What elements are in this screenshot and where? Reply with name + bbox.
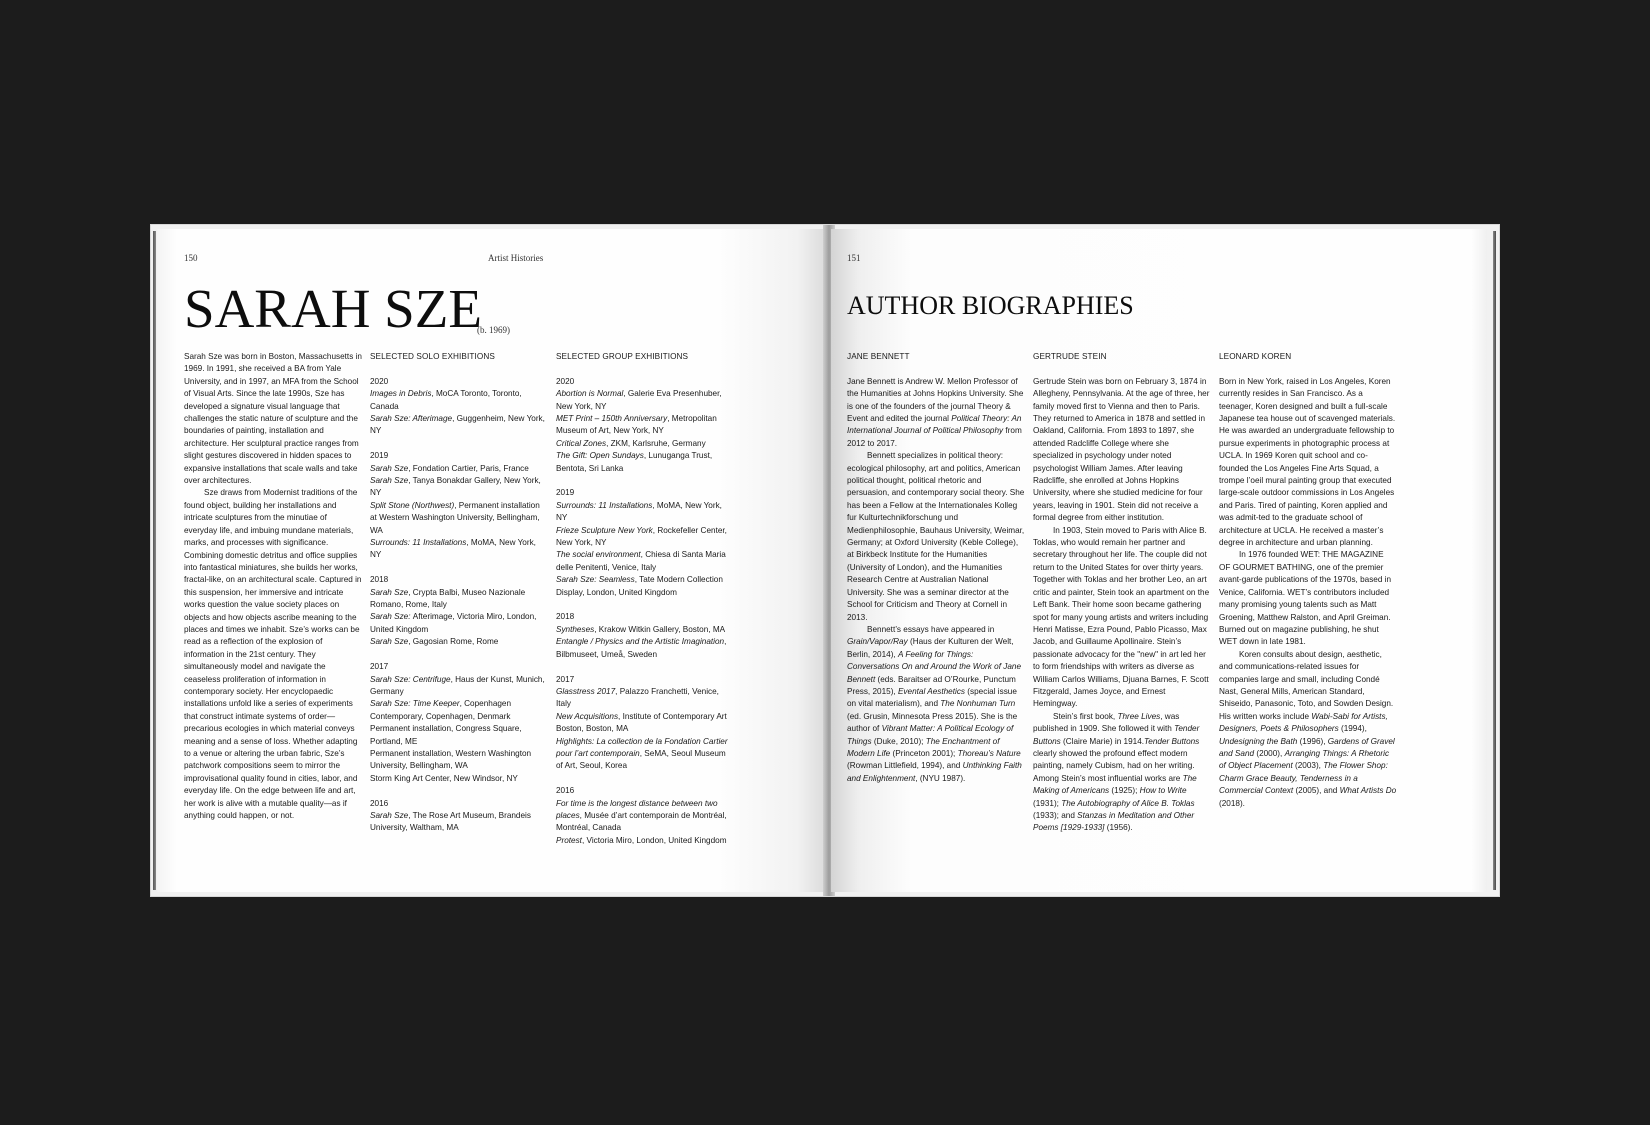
- exhibition-year: 2017: [370, 662, 389, 672]
- open-book: [151, 225, 1499, 896]
- artist-bio: [184, 351, 362, 822]
- exhibition-entry: MET Print – 150th Anniversary, Metropolitan Museum of Art, New York, NY: [556, 414, 717, 436]
- exhibition-year: 2020: [370, 376, 389, 386]
- exhibition-entry: Permanent installation, Congress Square, Portland, ME: [370, 724, 522, 746]
- exhibition-entry: Surrounds: 11 Installations, MoMA, New York, NY: [556, 500, 722, 523]
- exhibition-entry: Sarah Sze, Fondation Cartier, Paris, France: [370, 463, 529, 473]
- author-name: LEONARD KOREN: [1219, 352, 1292, 361]
- exhibition-entry: Sarah Sze: Afterimage, Victoria Miro, London, United Kingdom: [370, 612, 537, 634]
- artist-birth-year: (b. 1969): [477, 325, 510, 335]
- exhibition-entry: Permanent installation, Western Washington University, Bellingham, WA: [370, 748, 532, 771]
- exhibition-entry: Sarah Sze: Centrifuge, Haus der Kunst, Munich, Germany: [370, 674, 545, 696]
- exhibition-year-group: [370, 376, 548, 438]
- exhibition-entry: For time is the longest distance between two places, Musée d’art contemporain de Montréal, Montréal, Canada: [556, 798, 727, 833]
- author-bio: [1033, 376, 1211, 835]
- exhibition-entry: Sarah Sze: Afterimage, Guggenheim, New York, NY: [370, 414, 545, 436]
- group-exhibitions-column: [556, 351, 734, 860]
- bio-paragraph: Sze draws from Modernist traditions of the found object, building her installations and intricate sculptures from the minutiae of everyday life, and imbuing mundane materials, marks, and processes with significance. Combining domestic detritus and office supplies into fantastical miniatures, she builds her works, fractal-like, on an architectural scale. Captured in this suspension, her immersive and intricate works question the value society places on objects and how objects ascribe meaning to the places and times we inhabit. Sze’s works can be read as a reflection of the explosion of information in the 21st century. They simultaneously model and navigate the ceaseless proliferation of information in contemporary society. Her encyclopaedic installations unfold like a series of experiments that construct intimate systems of order—precarious ecologies in which material conveys meaning and a sense of loss. Whether adapting to a venue or altering the urban fabric, Sze’s patchwork compositions seem to mirror the improvisational quality found in cities, labor, and everyday life. On the edge between life and art, her work is alive with a mutable quality—as if anything could happen, or not.: [184, 488, 362, 821]
- solo-exhibitions-list: [370, 376, 548, 835]
- author-name: GERTRUDE STEIN: [1033, 352, 1107, 361]
- author-column-stein: [1033, 351, 1211, 835]
- exhibition-entry: Glasstress 2017, Palazzo Franchetti, Venice, Italy: [556, 686, 719, 709]
- exhibition-entry: Protest, Victoria Miro, London, United Kingdom: [556, 835, 727, 845]
- exhibition-entry: Frieze Sculpture New York, Rockefeller Center, New York, NY: [556, 525, 727, 548]
- exhibition-year: 2019: [370, 451, 389, 461]
- exhibition-entry: Sarah Sze, Gagosian Rome, Rome: [370, 637, 499, 647]
- exhibition-entry: Surrounds: 11 Installations, MoMA, New York, NY: [370, 538, 536, 560]
- exhibition-year: 2016: [370, 798, 389, 808]
- group-exhibitions-list: [556, 376, 734, 847]
- page-number-right: 151: [847, 253, 861, 263]
- exhibition-year: 2019: [556, 488, 575, 498]
- author-bio-paragraph: Stein’s first book, Three Lives, was published in 1909. She followed it with Tender Buttons (Claire Marie) in 1914.Tender Buttons clearly showed the profound effect modern painting, namely Cubism, had on her writing. Among Stein’s most influential works are The Making of Americans (1925); How to Write (1931); The Autobiography of Alice B. Toklas (1933); and Stanzas in Meditation and Other Poems [1929-1933] (1956).: [1033, 711, 1200, 833]
- author-bio-paragraph: Gertrude Stein was born on February 3, 1874 in Allegheny, Pennsylvania. At the age of three, her family moved first to Vienna and then to Paris. They returned to America in 1878 and settled in Oakland, California. From 1893 to 1897, she attended Radcliffe College where she specialized in psychology under noted psychologist William James. After leaving Radcliffe, she enrolled at Johns Hopkins University, where she studied medicine for four years, leaving in 1901. Stein did not receive a formal degree from either institution.: [1033, 376, 1210, 523]
- author-bio: [1219, 376, 1397, 810]
- page-number-left: 150: [184, 253, 198, 263]
- author-bio-paragraph: In 1903, Stein moved to Paris with Alice B. Toklas, who would remain her partner and secretary throughout her life. The couple did not return to the United States for over thirty years. Together with Toklas and her brother Leo, an art critic and painter, Stein took an apartment on the Left Bank. Their home soon became gathering spot for many young artists and writers including Henri Matisse, Ezra Pound, Pablo Picasso, Max Jacob, and Guillaume Apollinaire. Stein’s passionate advocacy for the "new" in art led her to form friendships with writers as diverse as William Carlos Williams, Djuana Barnes, F. Scott Fitzgerald, James Joyce, and Ernest Hemingway.: [1033, 525, 1210, 709]
- book-edge-left: [153, 231, 156, 890]
- exhibition-year-group: [556, 376, 734, 475]
- exhibition-year-group: [556, 611, 734, 661]
- exhibition-year: 2018: [370, 575, 389, 585]
- exhibition-entry: Split Stone (Northwest), Permanent installation at Western Washington University, Bellingham, WA: [370, 500, 540, 535]
- author-bio-paragraph: Bennett specializes in political theory: ecological philosophy, art and politics, American political thought, political rhetoric and persuasion, and contemporary social theory. She has been a Fellow at the Internationales Kolleg fur Kulturtechnikforschung und Medienphilosophie, Bauhaus University, Weimar, Germany; at Oxford University (Keble College), at Birkbeck Institute for the Humanities (University of London), and the Humanities Research Centre at Australian National University. She was a seminar director at the School for Criticism and Theory at Cornell in 2013.: [847, 451, 1025, 622]
- exhibition-entry: Critical Zones, ZKM, Karlsruhe, Germany: [556, 438, 706, 448]
- exhibition-entry: Syntheses, Krakow Witkin Gallery, Boston, MA: [556, 624, 726, 634]
- left-page: [157, 229, 827, 892]
- exhibition-year-group: [370, 574, 548, 648]
- author-column-bennett: [847, 351, 1025, 785]
- author-bio-paragraph: Born in New York, raised in Los Angeles, Koren currently resides in San Francisco. As a teenager, Koren designed and built a full-scale Japanese tea house out of scavenged materials. He was awarded an undergraduate fellowship to pursue experiments in photographic process at UCLA. In 1969 Koren quit school and co-founded the Los Angeles Fine Arts Squad, a trompe l’oeil mural painting group that executed large-scale outdoor commissions in Los Angeles and Paris. Tired of painting, Koren applied and was admit-ted to the graduate school of architecture at UCLA. He received a master’s degree in architecture and urban planning.: [1219, 376, 1396, 548]
- artist-name-title: SARAH SZE: [184, 278, 482, 339]
- exhibition-year-group: [370, 661, 548, 785]
- exhibition-year-group: [370, 798, 548, 835]
- exhibition-year: 2016: [556, 786, 575, 796]
- exhibition-year: 2018: [556, 612, 575, 622]
- bio-paragraph: Sarah Sze was born in Boston, Massachusetts in 1969. In 1991, she received a BA from Yale University, and in 1997, an MFA from the School of Visual Arts. Since the late 1990s, Sze has developed a signature visual language that challenges the static nature of sculpture and the boundaries of painting, installation and architecture. Her sculptural practice ranges from slight gestures discovered in hidden spaces to expansive installations that scale walls and take over architectures.: [184, 352, 362, 486]
- author-bio-paragraph: Koren consults about design, aesthetic, and communications-related issues for companies large and small, including Condé Nast, General Mills, American Standard, Shiseido, Panasonic, Toto, and Sowden Design. His written works include Wabi-Sabi for Artists, Designers, Poets & Philosophers (1994), Undesigning the Bath (1996), Gardens of Gravel and Sand (2000), Arranging Things: A Rhetoric of Object Placement (2003), The Flower Shop: Charm Grace Beauty, Tenderness in a Commercial Context (2005), and What Artists Do (2018).: [1219, 649, 1397, 808]
- author-column-koren: [1219, 351, 1397, 810]
- exhibition-year: 2017: [556, 674, 575, 684]
- exhibition-entry: New Acquisitions, Institute of Contemporary Art Boston, Boston, MA: [556, 711, 727, 734]
- exhibition-year: 2020: [556, 376, 575, 386]
- group-exhibitions-heading: SELECTED GROUP EXHIBITIONS: [556, 352, 689, 361]
- exhibition-entry: Sarah Sze, The Rose Art Museum, Brandeis University, Waltham, MA: [370, 810, 531, 833]
- exhibition-year-group: [556, 674, 734, 773]
- exhibition-entry: The Gift: Open Sundays, Lunuganga Trust, Bentota, Sri Lanka: [556, 451, 713, 473]
- exhibition-year-group: [556, 487, 734, 599]
- exhibition-entry: Highlights: La collection de la Fondation Cartier pour l’art contemporain, SeMA, Seoul Museum of Art, Seoul, Korea: [556, 736, 728, 771]
- artist-bio-column: [184, 351, 362, 822]
- exhibition-entry: Abortion is Normal, Galerie Eva Presenhuber, New York, NY: [556, 389, 722, 411]
- author-bio: [847, 376, 1025, 785]
- author-bio-paragraph: Bennett’s essays have appeared in Grain/Vapor/Ray (Haus der Kulturen der Welt, Berlin, 2014), A Feeling for Things: Conversations On and Around the Work of Jane Bennett (eds. Baraitser ad O’Rourke, Punctum Press, 2015), Evental Aesthetics (special issue on vital materialism), and The Nonhuman Turn (ed. Grusin, Minnesota Press 2015). She is the author of Vibrant Matter: A Political Ecology of Things (Duke, 2010); The Enchantment of Modern Life (Princeton 2001); Thoreau’s Nature (Rowman Littlefield, 1994), and Unthinking Faith and Enlightenment, (NYU 1987).: [847, 624, 1022, 783]
- author-bio-paragraph: In 1976 founded WET: THE MAGAZINE OF GOURMET BATHING, one of the premier avant-garde publications of the 1970s, based in Venice, California. WET’s contributors included many promising young talents such as Matt Groening, Matthew Ralston, and April Greiman. Burned out on magazine publishing, he shut WET down in late 1981.: [1219, 550, 1392, 647]
- solo-exhibitions-column: [370, 351, 548, 847]
- right-page: [831, 229, 1487, 892]
- author-bio-paragraph: Jane Bennett is Andrew W. Mellon Professor of the Humanities at Johns Hopkins University. She is one of the founders of the journal Theory & Event and edited the journal Political Theory: An International Journal of Political Philosophy from 2012 to 2017.: [847, 376, 1024, 448]
- author-name: JANE BENNETT: [847, 352, 910, 361]
- exhibition-entry: Storm King Art Center, New Windsor, NY: [370, 773, 518, 783]
- exhibition-entry: Sarah Sze, Tanya Bonakdar Gallery, New York, NY: [370, 476, 541, 498]
- exhibition-year-group: [556, 785, 734, 847]
- exhibition-entry: Entangle / Physics and the Artistic Imagination, Bilbmuseet, Umeå, Sweden: [556, 637, 727, 659]
- exhibition-entry: Images in Debris, MoCA Toronto, Toronto, Canada: [370, 389, 522, 411]
- exhibition-entry: The social environment, Chiesa di Santa Maria delle Penitenti, Venice, Italy: [556, 550, 726, 572]
- exhibition-year-group: [370, 450, 548, 562]
- book-edge-right: [1493, 231, 1496, 890]
- author-biographies-title: AUTHOR BIOGRAPHIES: [847, 291, 1134, 320]
- running-head: Artist Histories: [488, 253, 544, 263]
- exhibition-entry: Sarah Sze, Crypta Balbi, Museo Nazionale Romano, Rome, Italy: [370, 587, 526, 610]
- exhibition-entry: Sarah Sze: Seamless, Tate Modern Collection Display, London, United Kingdom: [556, 575, 723, 597]
- exhibition-entry: Sarah Sze: Time Keeper, Copenhagen Contemporary, Copenhagen, Denmark: [370, 699, 512, 721]
- solo-exhibitions-heading: SELECTED SOLO EXHIBITIONS: [370, 352, 495, 361]
